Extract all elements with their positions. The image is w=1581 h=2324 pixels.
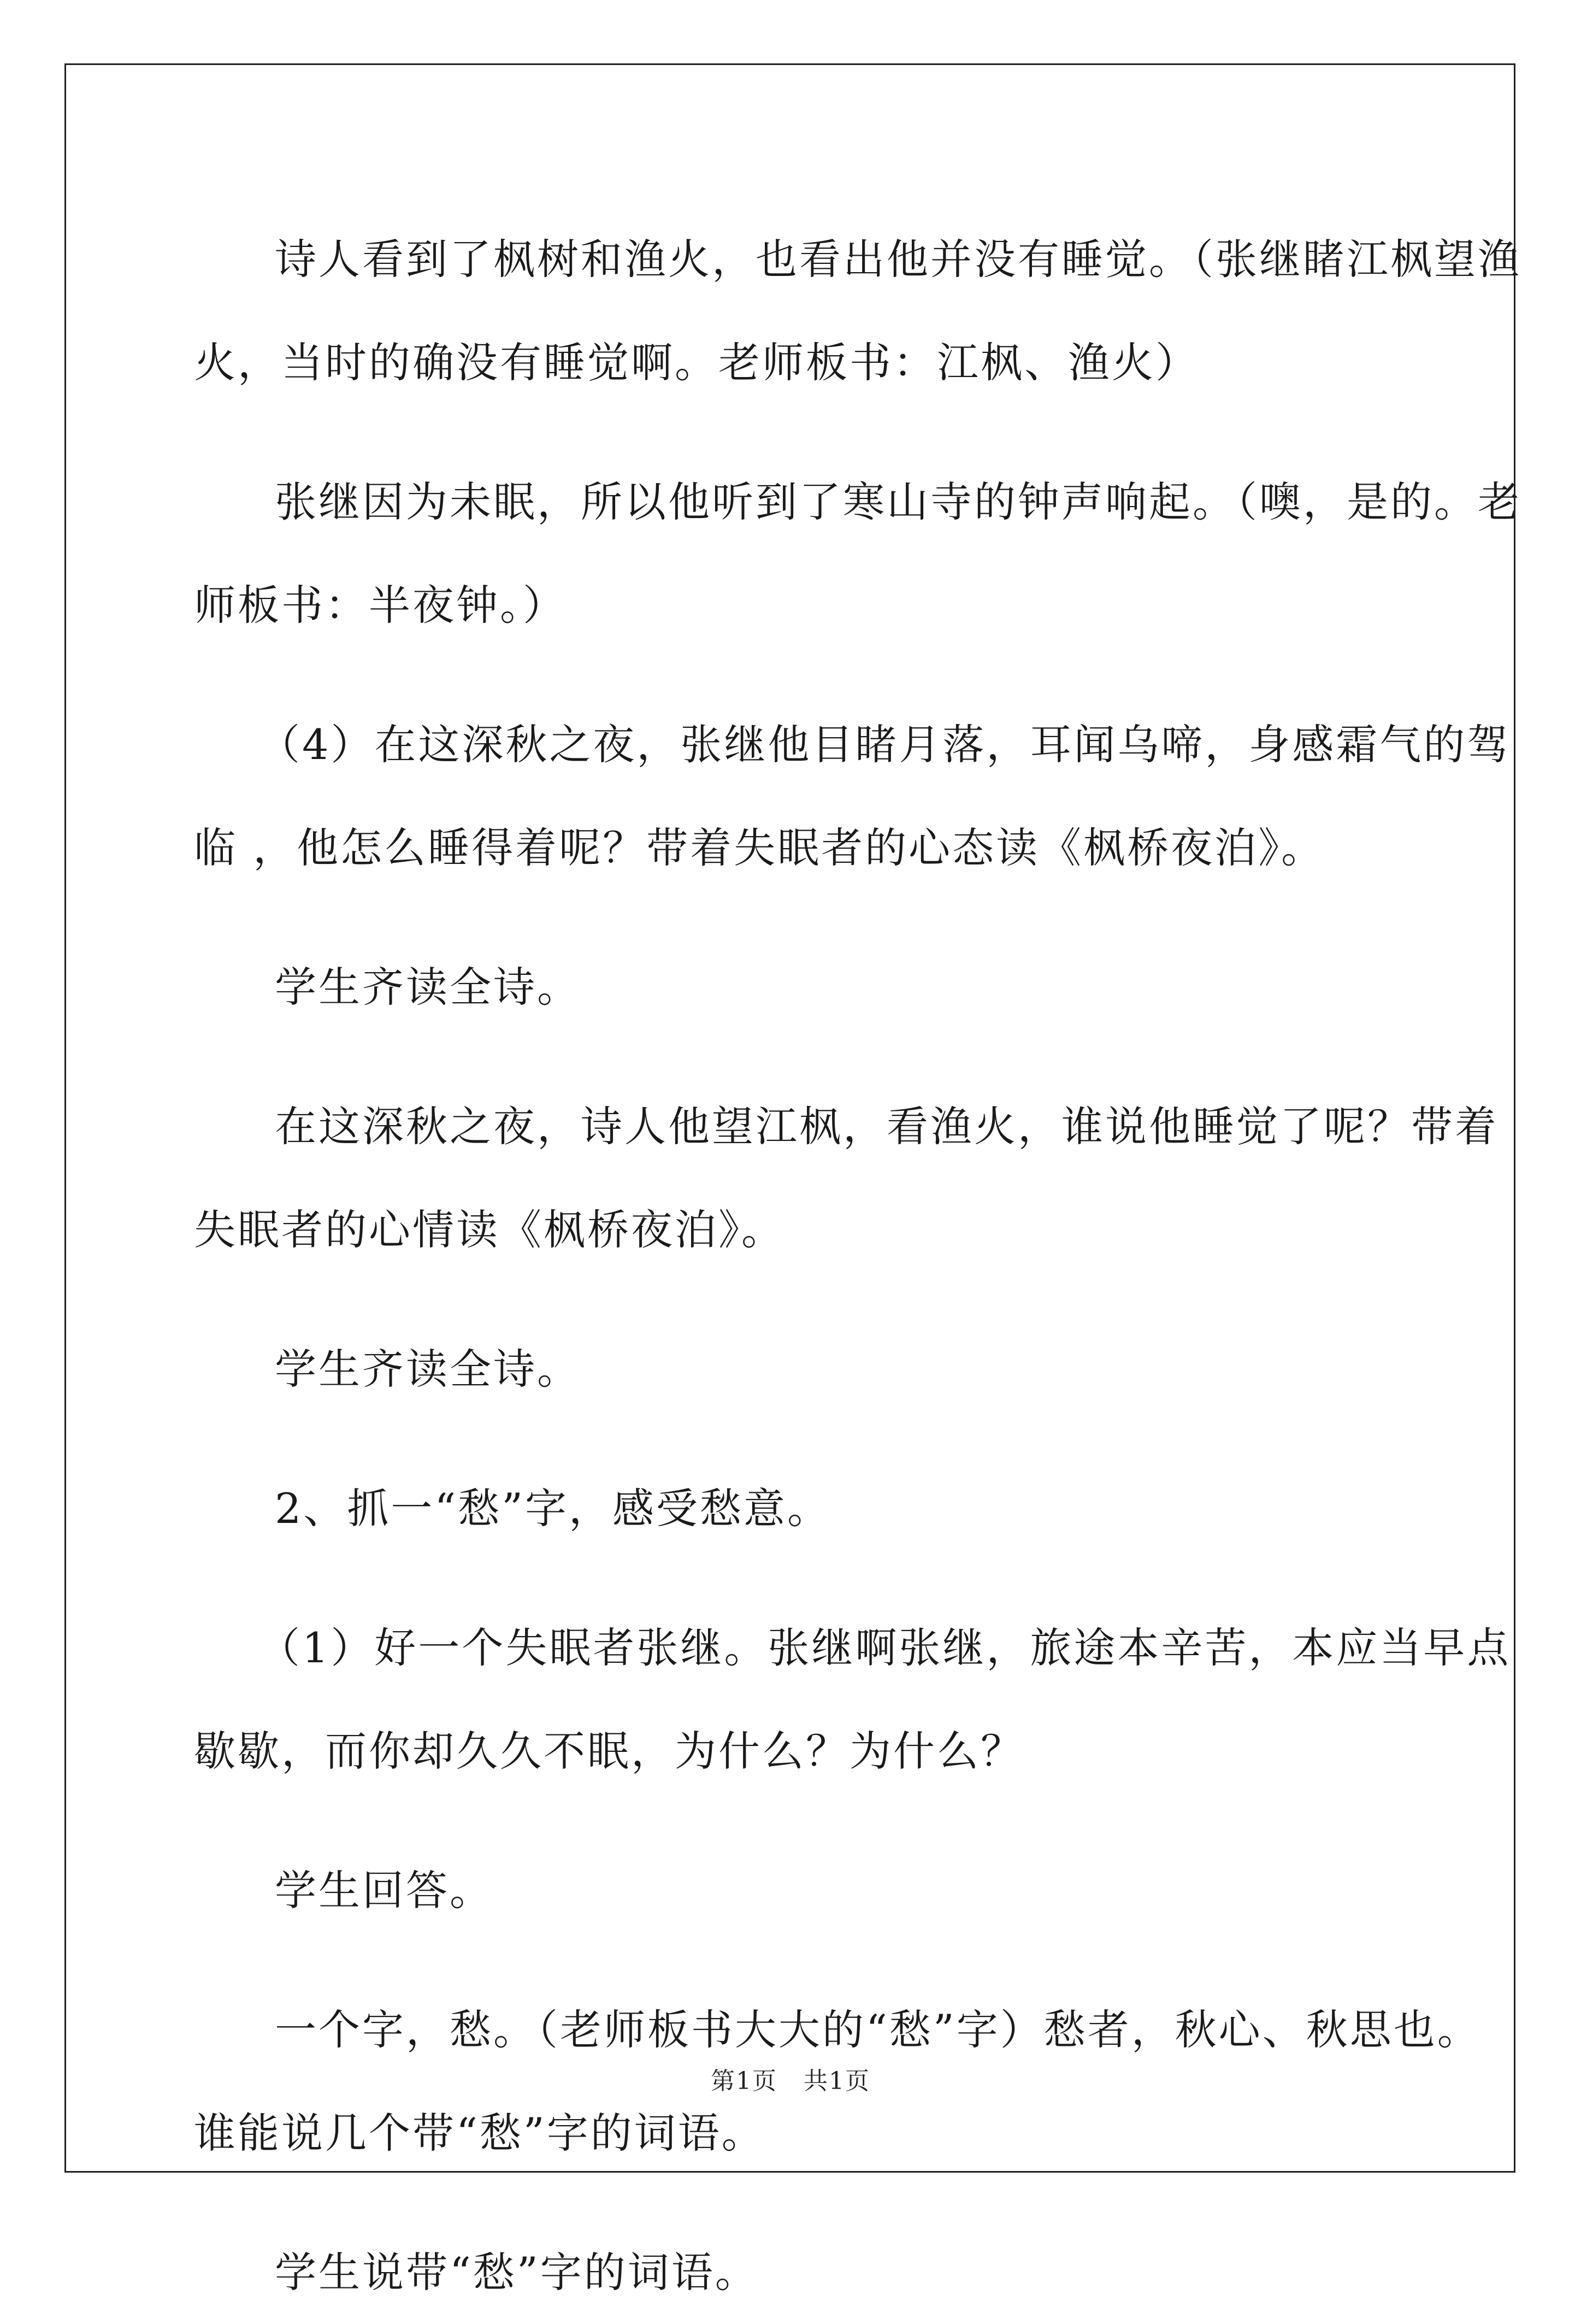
paragraph [194, 450, 1521, 657]
text-line: 失眠者的心情读《枫桥夜泊》。 [194, 1205, 785, 1254]
paragraph [194, 1457, 1423, 1560]
text-line: 学生齐读全诗。 [275, 963, 581, 1011]
text-line: 在这深秋之夜，诗人他望江枫，看渔火，谁说他睡觉了呢？带着 [275, 1102, 1499, 1151]
paragraph [194, 936, 1423, 1039]
text-line: （1）好一个失眠者张继。张继啊张继，旅途本辛苦，本应当早点 [258, 1623, 1511, 1672]
text-line: 学生齐读全诗。 [275, 1345, 581, 1393]
paragraph [194, 2221, 1423, 2324]
paragraph [194, 208, 1521, 414]
paragraph [194, 1839, 1423, 1942]
paragraph [194, 693, 1511, 899]
text-line: 一个字，愁。（老师板书大大的“愁”字）愁者，秋心、秋思也。 [275, 2005, 1481, 2054]
text-line: 谁能说几个带“愁”字的词语。 [194, 2109, 765, 2157]
text-line: 2、抓一“愁”字，感受愁意。 [275, 1484, 831, 1533]
text-line: 临 ，他怎么睡得着呢？带着失眠者的心态读《枫桥夜泊》。 [194, 823, 1325, 872]
paragraph [194, 1075, 1499, 1281]
page-footer [0, 2061, 1581, 2096]
text-line: 诗人看到了枫树和渔火，也看出他并没有睡觉。（张继睹江枫望渔 [275, 235, 1521, 284]
text-line: 歇歇，而你却久久不眠，为什么？为什么？ [194, 1727, 1024, 1775]
text-line: 学生说带“愁”字的词语。 [275, 2248, 759, 2297]
text-line: 张继因为未眠，所以他听到了寒山寺的钟声响起。（噢，是的。老 [275, 478, 1521, 526]
text-line: 学生回答。 [275, 1866, 493, 1915]
paragraph [194, 1317, 1423, 1421]
text-line: 火，当时的确没有睡觉啊。老师板书：江枫、渔火） [194, 338, 1199, 387]
page-number: 第1页 [711, 2067, 777, 2095]
page-total: 共1页 [804, 2067, 870, 2095]
text-line: 师板书：半夜钟。） [194, 581, 567, 629]
paragraph [194, 1596, 1511, 1803]
document-body [194, 208, 1521, 2324]
text-line: （4）在这深秋之夜，张继他目睹月落，耳闻乌啼，身感霜气的驾 [258, 720, 1511, 769]
